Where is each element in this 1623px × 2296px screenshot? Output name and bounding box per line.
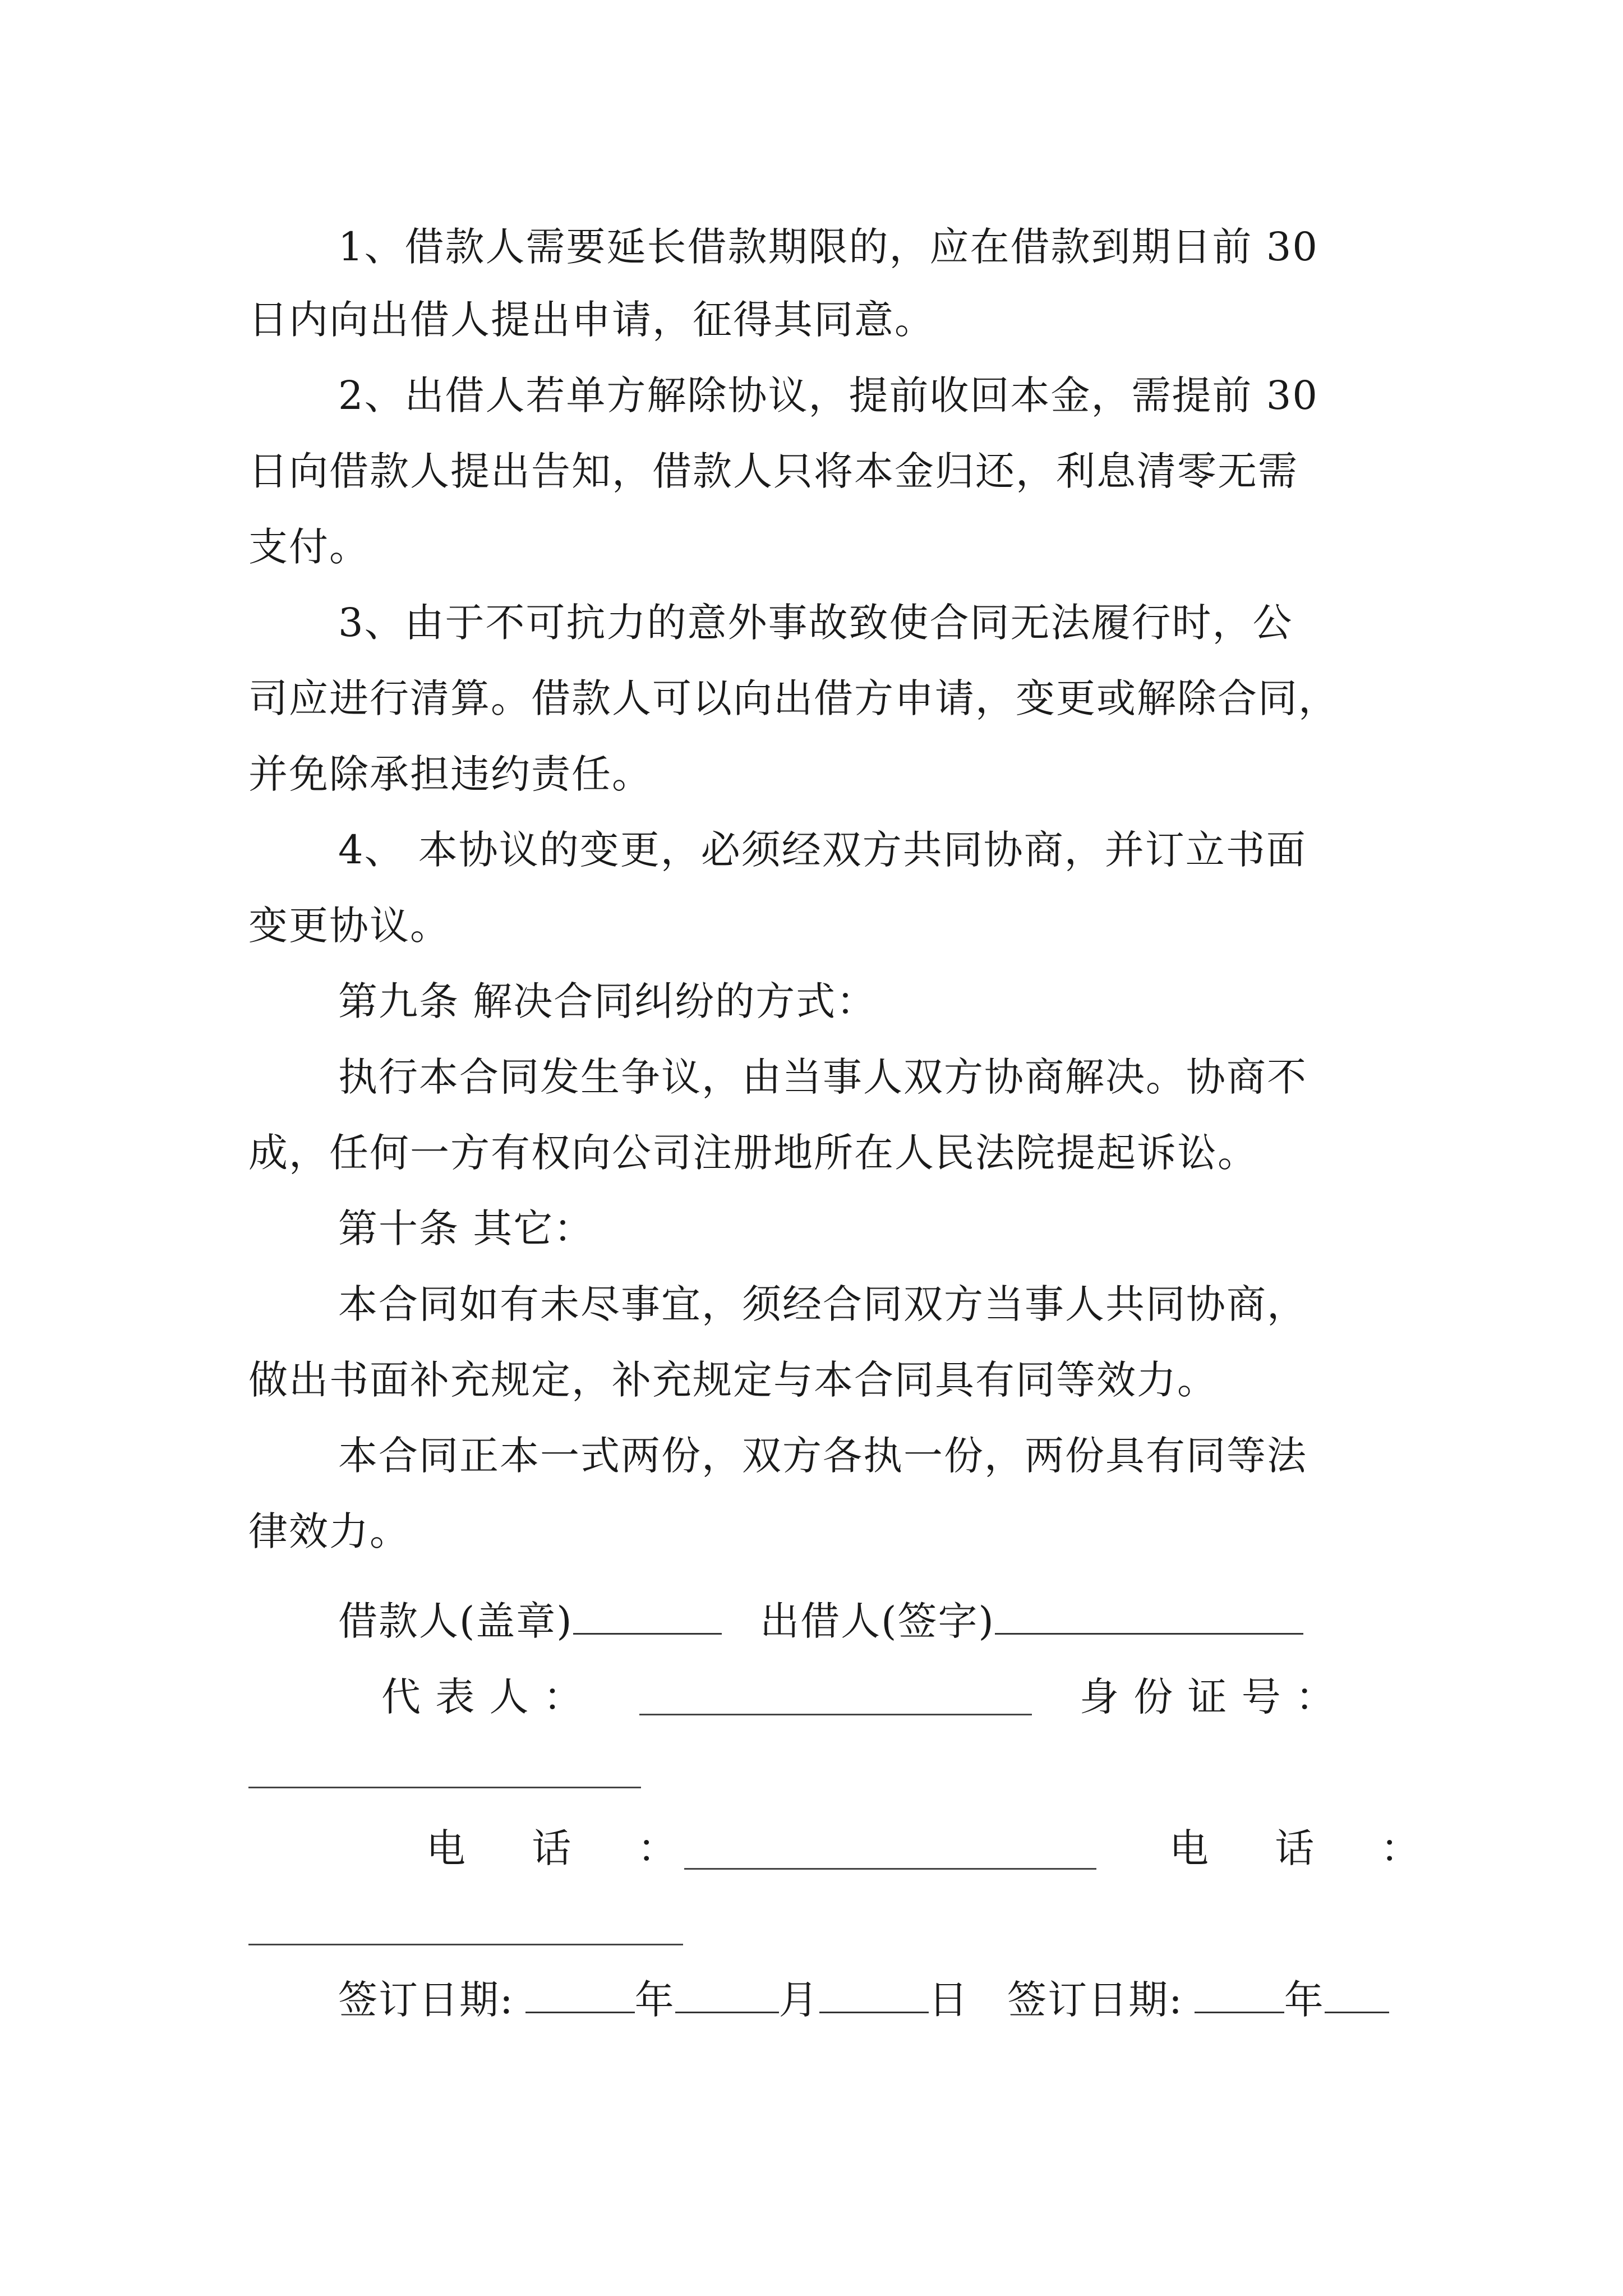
id-number-blank[interactable] xyxy=(248,1787,641,1788)
lender-sign-blank[interactable] xyxy=(995,1598,1303,1635)
article-10-p2-line-1: 本合同正本一式两份，双方各执一份，两份具有同等法 xyxy=(338,1433,1307,1479)
month-label-left: 月 xyxy=(778,1977,819,2023)
borrower-seal-blank[interactable] xyxy=(573,1598,722,1635)
borrower-seal-label: 借款人(盖章) xyxy=(338,1598,573,1644)
sign-date-left-label: 签订日期: xyxy=(338,1977,514,2023)
signature-row xyxy=(338,1593,1303,1649)
clause-1-line-2: 日内向出借人提出申请，征得其同意。 xyxy=(248,297,935,343)
year-blank-right[interactable] xyxy=(1195,1977,1284,2013)
clause-1-line-1: 1、借款人需要延长借款期限的，应在借款到期日前 30 xyxy=(338,224,1318,270)
sign-date-row xyxy=(338,1972,1389,2028)
year-label-left: 年 xyxy=(634,1977,675,2023)
representative-blank[interactable] xyxy=(639,1714,1032,1715)
day-blank-left[interactable] xyxy=(819,1977,929,2013)
month-blank-left[interactable] xyxy=(675,1977,779,2013)
year-blank-left[interactable] xyxy=(525,1977,635,2013)
article-10-heading: 第十条 其它： xyxy=(338,1205,594,1251)
id-number-label: 身 份 证 号 ： xyxy=(1080,1674,1336,1720)
article-9-line-1: 执行本合同发生争议，由当事人双方协商解决。协商不 xyxy=(338,1054,1307,1100)
clause-3-line-3: 并免除承担违约责任。 xyxy=(248,751,652,797)
phone-left-blank[interactable] xyxy=(684,1868,1096,1870)
article-9-heading: 第九条 解决合同纠纷的方式： xyxy=(338,978,877,1024)
sign-date-right-label: 签订日期: xyxy=(1007,1977,1183,2023)
clause-4-line-1: 4、 本协议的变更，必须经双方共同协商，并订立书面 xyxy=(338,827,1307,873)
clause-4-line-2: 变更协议。 xyxy=(248,903,450,949)
representative-label: 代 表 人 ： xyxy=(381,1674,584,1720)
year-label-right: 年 xyxy=(1284,1977,1325,2023)
phone-right-blank[interactable] xyxy=(248,1944,683,1945)
article-9-line-2: 成，任何一方有权向公司注册地所在人民法院提起诉讼。 xyxy=(248,1130,1258,1176)
clause-3-line-1: 3、由于不可抗力的意外事故致使合同无法履行时，公 xyxy=(338,600,1293,646)
lender-sign-label: 出借人(签字) xyxy=(760,1598,995,1644)
clause-3-line-2: 司应进行清算。借款人可以向出借方申请，变更或解除合同， xyxy=(248,675,1339,721)
article-10-p2-line-2: 律效力。 xyxy=(248,1508,410,1554)
phone-left-label: 电 话 ： xyxy=(426,1825,704,1871)
day-label-left: 日 xyxy=(928,1977,969,2023)
phone-right-label: 电 话 ： xyxy=(1169,1825,1447,1871)
clause-2-line-1: 2、出借人若单方解除协议，提前收回本金，需提前 30 xyxy=(338,372,1318,418)
article-10-p1-line-2: 做出书面补充规定，补充规定与本合同具有同等效力。 xyxy=(248,1357,1218,1403)
clause-2-line-2: 日向借款人提出告知，借款人只将本金归还，利息清零无需 xyxy=(248,448,1298,494)
article-10-p1-line-1: 本合同如有未尽事宜，须经合同双方当事人共同协商， xyxy=(338,1281,1307,1327)
month-blank-right[interactable] xyxy=(1325,1977,1389,2013)
clause-2-line-3: 支付。 xyxy=(248,524,370,570)
